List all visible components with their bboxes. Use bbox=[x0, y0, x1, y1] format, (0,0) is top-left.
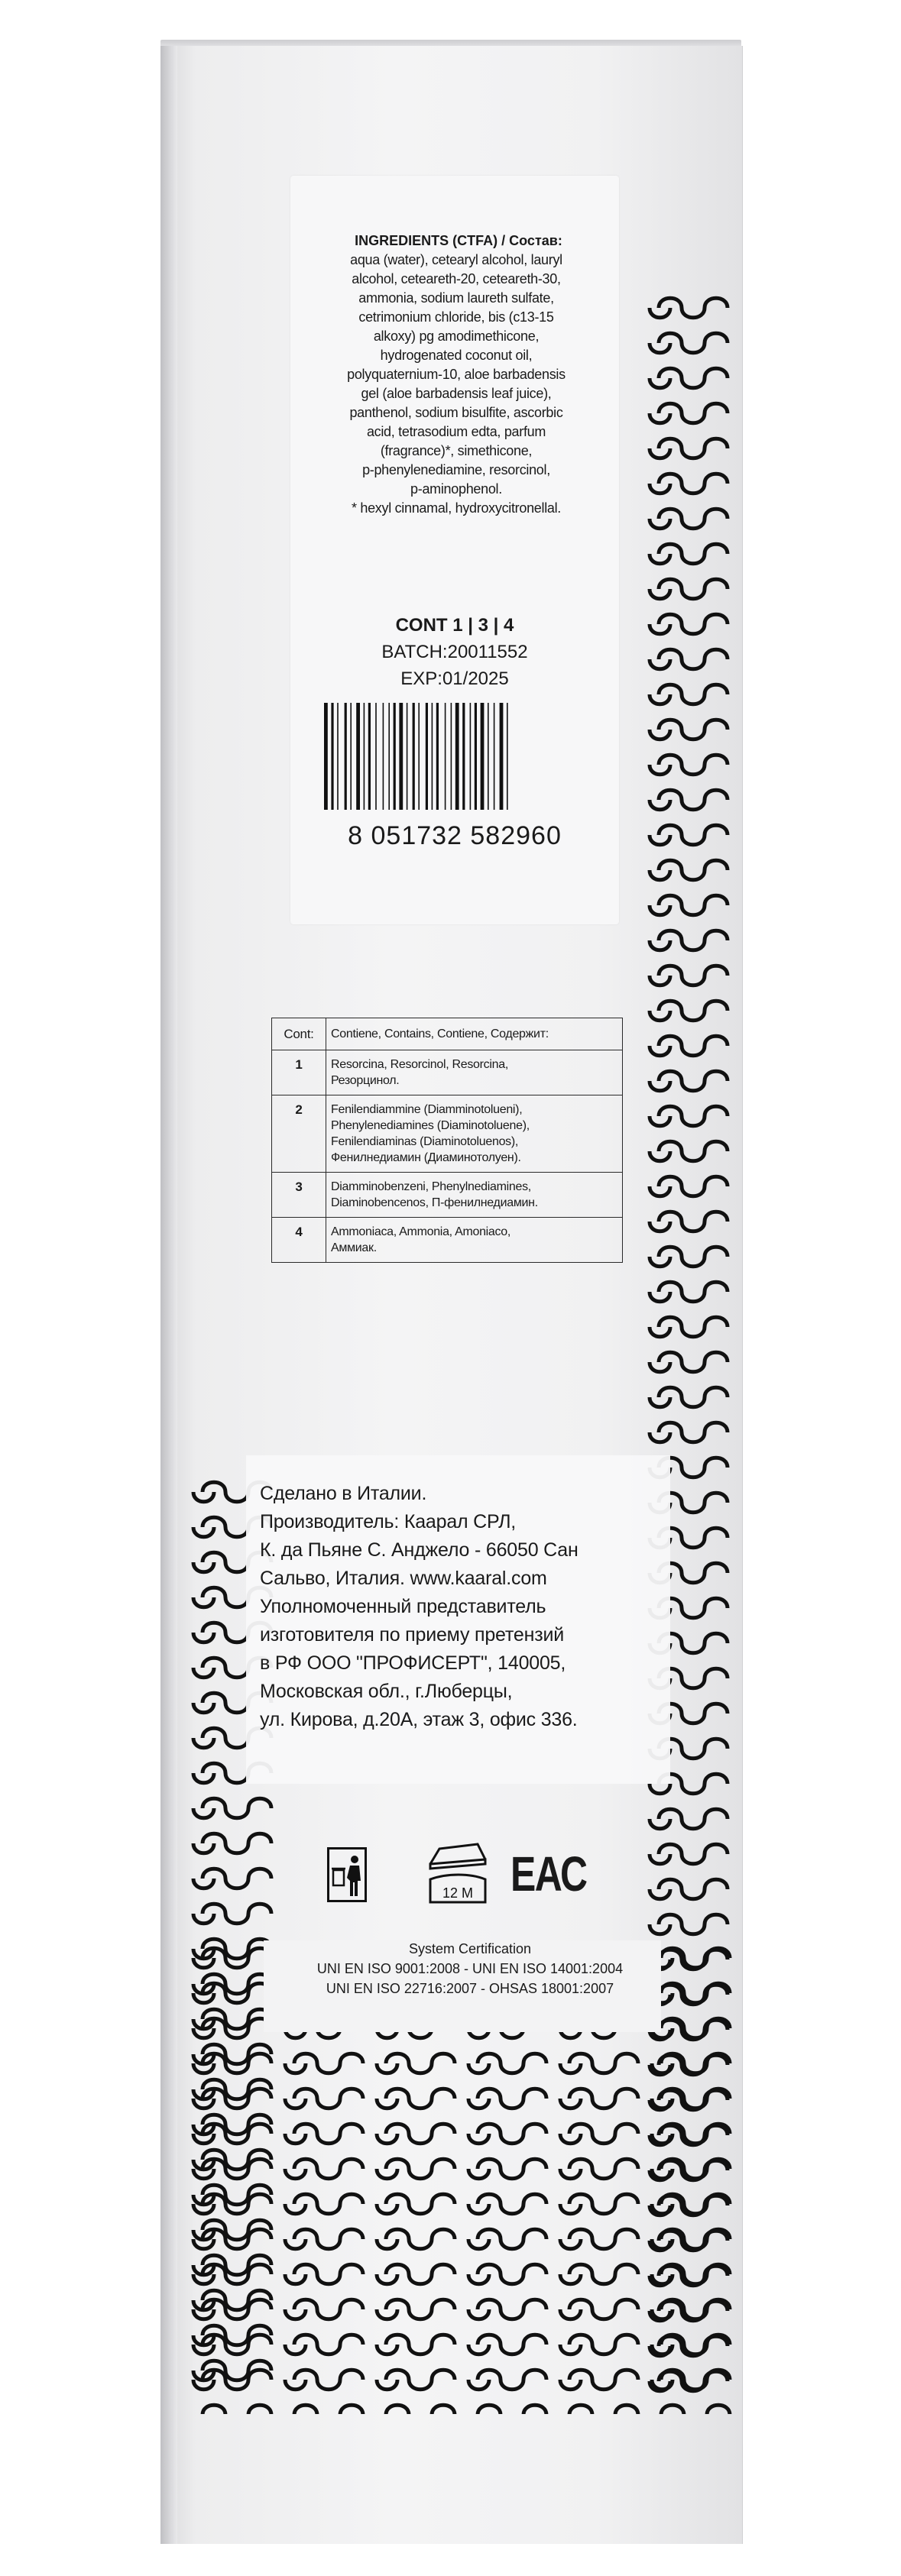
jar-label: 12 M bbox=[442, 1885, 474, 1901]
barcode-bar bbox=[368, 703, 371, 810]
ingredients-line: aqua (water), cetearyl alcohol, lauryl bbox=[350, 252, 562, 267]
chain-pattern-bottom bbox=[187, 1940, 737, 2414]
table-header-contains: Contiene, Contains, Contiene, Содержит: bbox=[326, 1018, 623, 1050]
certification-title: System Certification bbox=[408, 1941, 532, 1956]
row-number: 3 bbox=[272, 1173, 326, 1218]
barcode-bar bbox=[345, 703, 347, 810]
ingredients-line: polyquaternium-10, aloe barbadensis bbox=[347, 367, 566, 382]
row-number: 1 bbox=[272, 1050, 326, 1095]
row-text bbox=[326, 1095, 623, 1173]
expiry-date: EXP:01/2025 bbox=[400, 668, 509, 689]
barcode-bar bbox=[481, 703, 485, 810]
row-line: Diaminobencenos, П-фенилнедиамин. bbox=[331, 1196, 538, 1209]
ingredients-line: alkoxy) pg amodimethicone, bbox=[373, 328, 540, 344]
barcode-bar bbox=[507, 703, 508, 810]
barcode-bar bbox=[451, 703, 452, 810]
table-header-cont: Cont: bbox=[272, 1018, 326, 1050]
barcode-bar bbox=[407, 703, 408, 810]
table-row bbox=[272, 1173, 623, 1218]
barcode-bar bbox=[324, 703, 328, 810]
row-line: Fenilendiammine (Diamminotolueni), bbox=[331, 1103, 523, 1116]
barcode-bar bbox=[383, 703, 384, 810]
row-line: Diamminobenzeni, Phenylnediamines, bbox=[331, 1180, 531, 1193]
row-line: Resorcina, Resorcinol, Resorcina, bbox=[331, 1058, 508, 1071]
barcode-bar bbox=[350, 703, 352, 810]
contains-table bbox=[271, 1018, 623, 1263]
row-line: Ammoniaca, Ammonia, Amoniaco, bbox=[331, 1225, 510, 1238]
barcode-bar bbox=[388, 703, 390, 810]
row-line: Phenylenediamines (Diaminotoluene), bbox=[331, 1119, 530, 1132]
certification bbox=[264, 1939, 676, 1998]
barcode-number: 8 051732 582960 bbox=[348, 821, 562, 850]
ingredients-list bbox=[307, 251, 605, 518]
barcode-bar bbox=[475, 703, 477, 810]
ingredients-title: INGREDIENTS (CTFA) / Состав: bbox=[355, 233, 562, 248]
barcode-bar bbox=[494, 703, 495, 810]
barcode-bar bbox=[462, 703, 465, 810]
barcode-bar bbox=[488, 703, 489, 810]
barcode-bar bbox=[356, 703, 360, 810]
ingredients-line: panthenol, sodium bisulfite, ascorbic bbox=[349, 405, 563, 420]
importer-sticker bbox=[246, 1455, 670, 1784]
importer-line: Московская обл., г.Люберцы, bbox=[260, 1681, 513, 1702]
barcode-bar bbox=[426, 703, 428, 810]
row-number: 4 bbox=[272, 1218, 326, 1263]
row-number: 2 bbox=[272, 1095, 326, 1173]
ingredients-line: cetrimonium chloride, bis (c13-15 bbox=[358, 309, 554, 325]
cont-codes: CONT 1 | 3 | 4 bbox=[395, 615, 514, 636]
barcode-bar bbox=[413, 703, 415, 810]
ingredients-line: alcohol, ceteareth-20, ceteareth-30, bbox=[352, 271, 561, 286]
ingredients-line: hydrogenated coconut oil, bbox=[380, 348, 533, 363]
table-row bbox=[272, 1095, 623, 1173]
barcode-bar bbox=[500, 703, 504, 810]
barcode-bar bbox=[445, 703, 446, 810]
certification-line-1: UNI EN ISO 9001:2008 - UNI EN ISO 14001:2004 bbox=[316, 1961, 624, 1976]
row-text bbox=[326, 1173, 623, 1218]
ingredients-line: (fragrance)*, simethicone, bbox=[380, 443, 533, 458]
importer-line: Сделано в Италии. bbox=[260, 1483, 427, 1504]
ingredients-line: p-aminophenol. bbox=[410, 481, 502, 497]
barcode-bar bbox=[436, 703, 439, 810]
importer-line: ул. Кирова, д.20А, этаж 3, офис 336. bbox=[260, 1709, 578, 1730]
ingredients-line: ammonia, sodium laureth sulfate, bbox=[358, 290, 554, 306]
row-line: Фенилнедиамин (Диаминотолуен). bbox=[331, 1151, 521, 1164]
table-row bbox=[272, 1218, 623, 1263]
table-header-row bbox=[272, 1018, 623, 1050]
open-jar-icon bbox=[424, 1841, 501, 1906]
table-row bbox=[272, 1050, 623, 1095]
importer-line: в РФ ООО "ПРОФИСЕРТ", 140005, bbox=[260, 1652, 566, 1674]
row-line: Fenilendiaminas (Diaminotoluenos), bbox=[331, 1135, 519, 1148]
importer-text bbox=[260, 1480, 665, 1734]
certification-line-2: UNI EN ISO 22716:2007 - OHSAS 18001:2007 bbox=[326, 1981, 614, 1996]
barcode-bar bbox=[394, 703, 396, 810]
importer-line: изготовителя по приему претензий bbox=[260, 1624, 564, 1646]
barcode-bar bbox=[337, 703, 339, 810]
symbols-row bbox=[0, 1841, 901, 1925]
row-line: Резорцинол. bbox=[331, 1074, 400, 1087]
barcode-bar bbox=[470, 703, 472, 810]
ingredients-line: * hexyl cinnamal, hydroxycitronellal. bbox=[351, 500, 562, 516]
barcode-bar bbox=[432, 703, 433, 810]
row-text bbox=[326, 1218, 623, 1263]
importer-line: Сальво, Италия. www.kaaral.com bbox=[260, 1568, 547, 1589]
ingredients-line: p-phenylenediamine, resorcinol, bbox=[362, 462, 550, 477]
barcode-bar bbox=[375, 703, 377, 810]
ingredients-line: acid, tetrasodium edta, parfum bbox=[366, 424, 546, 439]
barcode-bar bbox=[364, 703, 365, 810]
ingredients-label bbox=[290, 176, 619, 924]
batch-number: BATCH:20011552 bbox=[381, 642, 528, 662]
barcode-bar bbox=[418, 703, 420, 810]
row-text bbox=[326, 1050, 623, 1095]
eac-mark: ЕАС bbox=[510, 1846, 587, 1901]
box-side-shadow bbox=[160, 46, 177, 2544]
row-line: Аммиак. bbox=[331, 1241, 377, 1254]
importer-line: Производитель: Каарал СРЛ, bbox=[260, 1511, 517, 1532]
barcode bbox=[321, 703, 596, 810]
barcode-bar bbox=[455, 703, 459, 810]
importer-line: К. да Пьяне С. Анджело - 66050 Сан bbox=[260, 1539, 579, 1561]
importer-line: Уполномоченный представитель bbox=[260, 1596, 546, 1617]
barcode-bar bbox=[331, 703, 333, 810]
barcode-bar bbox=[399, 703, 403, 810]
recycle-bin-icon bbox=[327, 1847, 367, 1902]
ingredients-line: gel (aloe barbadensis leaf juice), bbox=[361, 386, 552, 401]
